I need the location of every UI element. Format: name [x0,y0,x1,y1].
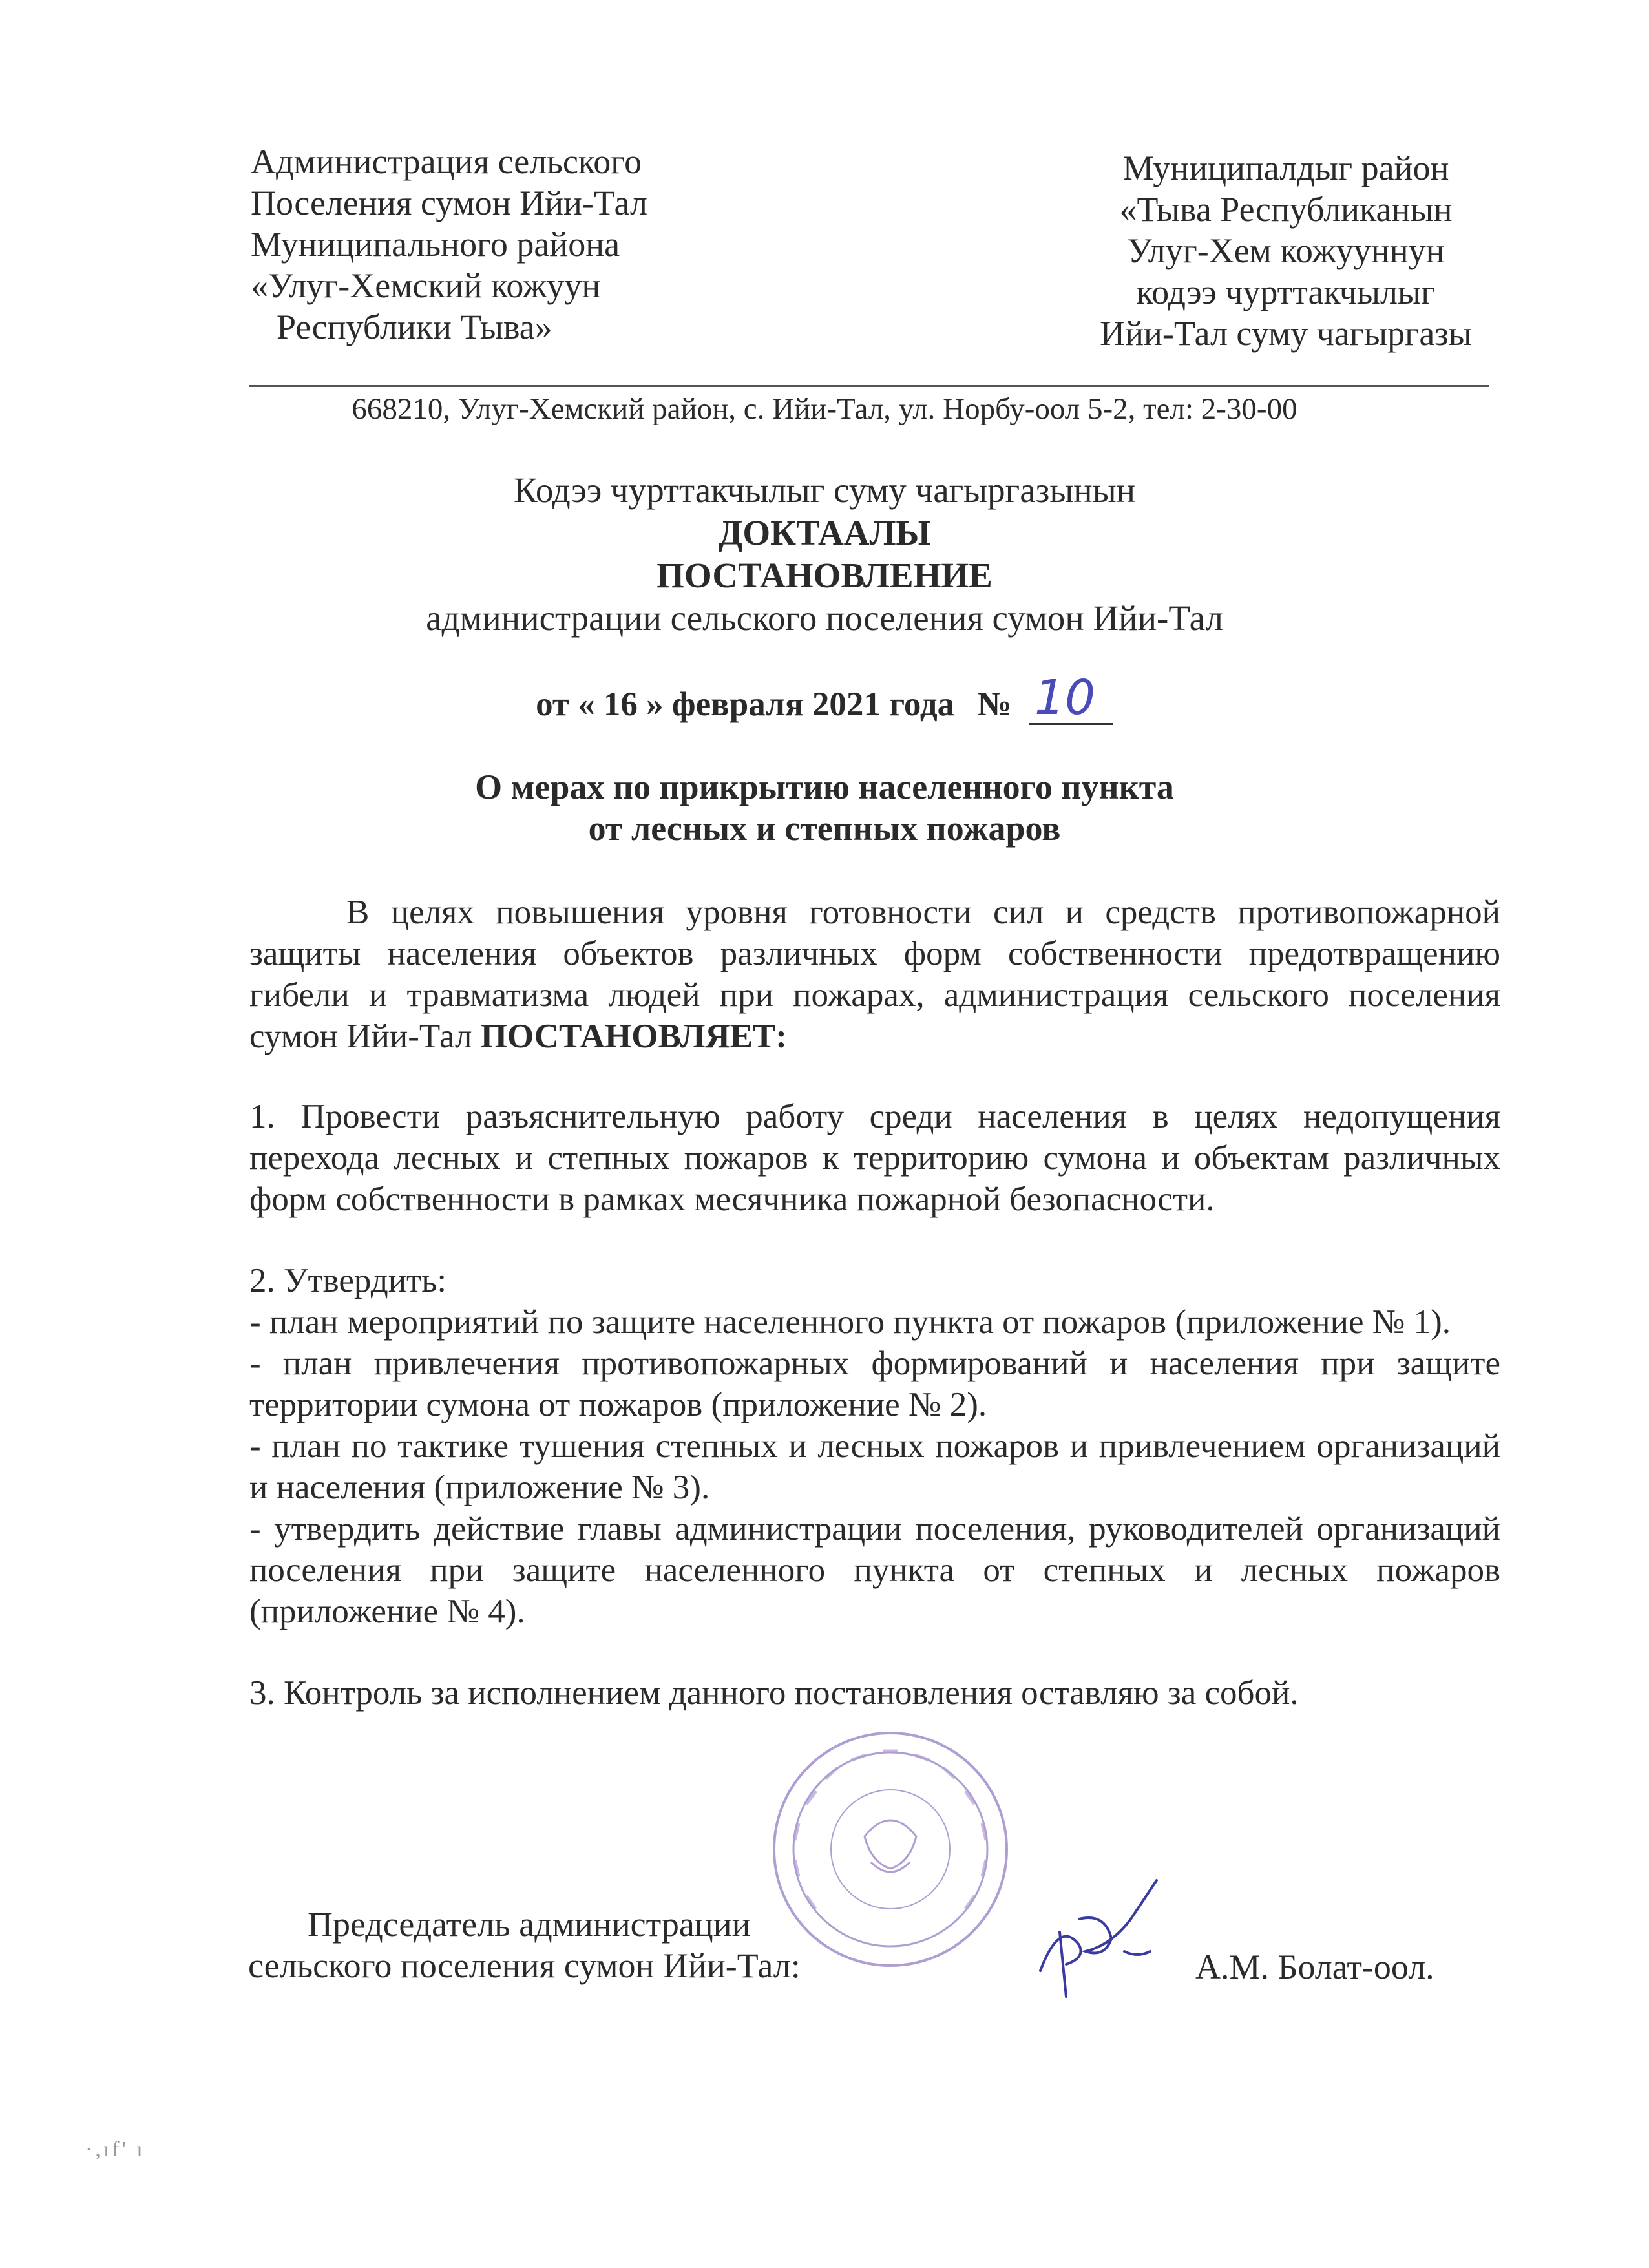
subject-line: от лесных и степных пожаров [588,809,1061,848]
intro-text: В целях повышения уровня готовности сил и средств противопожарной защиты населения объектов различных форм собственности предотвращению гибели и травматизма людей при пожарах, администрация сельского поселения сумон Ийи-Тал [249,894,1500,1055]
header-right-line: Улуг-Хем кожууннун [1127,231,1445,270]
signatory-name: А.М. Болат-оол. [1195,1948,1434,1986]
item-2-heading: 2. Утвердить: [249,1262,447,1299]
header-left-line: Поселения сумон Ийи-Тал [251,184,647,222]
header-left-line: Муниципального района [251,225,620,264]
date-text: от « 16 » февраля 2021 года [536,686,955,723]
item-3: 3. Контроль за исполнением данного постановления оставляю за собой. [249,1674,1299,1712]
header-divider [249,385,1489,387]
subject-line: О мерах по прикрытию населенного пункта [475,768,1174,806]
item-1: 1. Провести разъяснительную работу среди населения в целях недопущения перехода лесных и степных пожаров к территорию сумона и объектам различных форм собственности в рамках месячника пожарной безопасности. [249,1098,1500,1218]
header-left-line: «Улуг-Хемский кожуун [251,266,601,305]
signatory-title-line: сельского поселения сумон Ийи-Тал: [248,1946,801,1985]
signatory-title-line: Председатель администрации [308,1905,751,1944]
title-line-tuvan: Кодээ чурттакчылыг суму чагыргазынын [513,470,1136,510]
number-sign: № [977,686,1012,723]
header-right-line: Муниципалдыг район [1122,149,1449,187]
address-line: 668210, Улуг-Хемский район, с. Ийи-Тал, ул. Норбу-оол 5-2, тел: 2-30-00 [352,392,1297,426]
item-2-sub: - план мероприятий по защите населенного пункта от пожаров (приложение № 1). [249,1303,1451,1341]
header-right-line: Ийи-Тал суму чагыргазы [1100,314,1472,353]
subject-block [194,766,1455,849]
handwritten-number: 10 [1034,670,1096,726]
header-right-block [1066,147,1506,354]
item-2-sub: - утвердить действие главы администрации поселения, руководителей организаций поселения при защите населенного пункта от степных и лесных пожаров (приложение № 4). [249,1510,1500,1630]
header-left-line: Республики Тыва» [277,308,552,346]
number-field [1029,670,1113,726]
decree-items [249,1096,1500,1714]
date-line [194,670,1455,726]
header-right-line: кодээ чурттакчылыг [1136,273,1436,311]
signatory-title-block [248,1904,801,1986]
item-2-sub: - план привлечения противопожарных формирований и населения при защите территории сумона от пожаров (приложение № 2). [249,1345,1500,1423]
official-seal-stamp [768,1727,1013,1972]
header-left-line: Администрация сельского [251,142,642,181]
header-right-line: «Тыва Республиканын [1119,190,1453,229]
decree-word: ПОСТАНОВЛЯЕТ: [480,1018,787,1055]
handwritten-signature [1014,1874,1208,2003]
title-postanovlenie: ПОСТАНОВЛЕНИЕ [656,556,993,595]
intro-paragraph [249,892,1500,1057]
title-issuer: администрации сельского поселения сумон Ийи-Тал [426,598,1223,638]
title-doktaaly: ДОКТААЛЫ [718,513,931,552]
item-2-sub: - план по тактике тушения степных и лесных пожаров и привлечением организаций и населения (приложение № 3). [249,1427,1500,1506]
header-left-block [251,141,647,348]
document-title-block [194,469,1455,640]
scan-mark: ·,ıf' ı [85,2137,145,2161]
